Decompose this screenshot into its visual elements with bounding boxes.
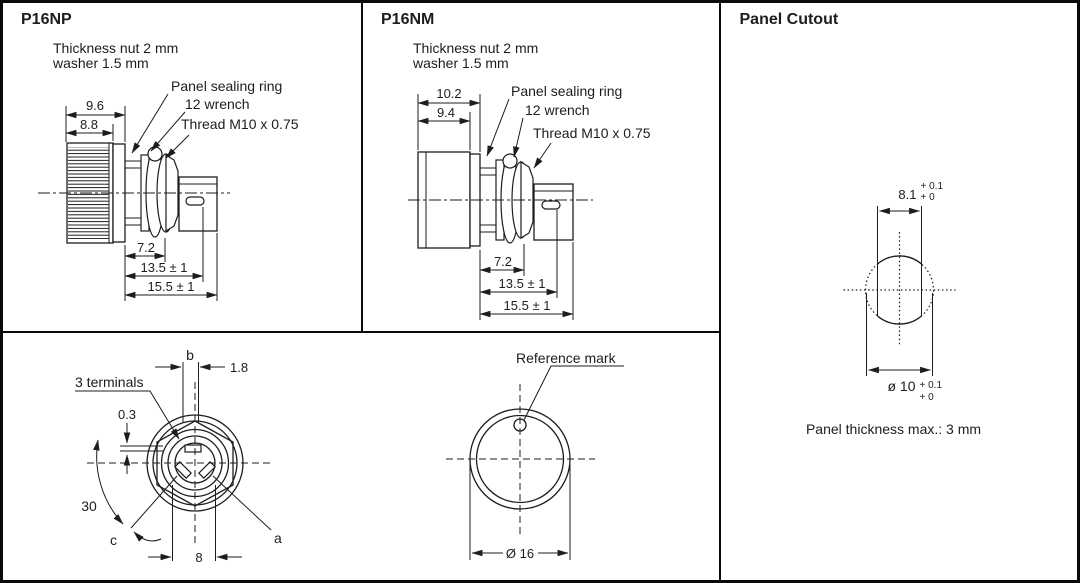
p16np-title: P16NP [21, 11, 72, 28]
angle-arc-30 [97, 440, 123, 524]
dim-dia-10-tol-lower: + 0 [919, 392, 934, 403]
callout-panel-sealing-ring: Panel sealing ring [171, 78, 283, 94]
dim-13-5: 13.5 ± 1 [498, 276, 546, 291]
terminal-c-arrow [134, 532, 161, 541]
terminal-top-tab [185, 445, 201, 452]
p16np-note-line1: Thickness nut 2 mm [53, 40, 179, 56]
rear-terminal-view-drawing [75, 347, 282, 565]
terminal-right-tab [199, 462, 215, 478]
terminals-label: 3 terminals [75, 374, 144, 390]
dim-10-2: 10.2 [436, 86, 462, 101]
dim-dia-10: ø 10 [887, 378, 916, 394]
terminal-c-leader [131, 476, 177, 528]
p16np-callouts [132, 78, 299, 158]
dim-8-8: 8.8 [79, 117, 99, 132]
dim-8-1-tol-lower: + 0 [920, 192, 935, 203]
grid-divider-vertical-1 [361, 3, 363, 333]
p16nm-side-view-drawing [408, 152, 593, 248]
terminal-slot [542, 201, 560, 209]
terminal-slot [186, 197, 204, 205]
pot-body [534, 184, 573, 240]
dim-8: 8 [195, 550, 203, 565]
dim-8-1-tol-upper: + 0.1 [920, 181, 944, 192]
p16nm-note-line1: Thickness nut 2 mm [413, 40, 539, 56]
grid-divider-horizontal [3, 331, 721, 333]
callout-12-wrench: 12 wrench [525, 102, 590, 118]
front-face-view-drawing [446, 350, 624, 561]
p16np-side-view-drawing [38, 143, 230, 243]
p16nm-panel [363, 3, 723, 333]
callout-panel-sealing-ring: Panel sealing ring [511, 83, 623, 99]
dim-dia-10-tol-upper: + 0.1 [919, 380, 943, 391]
terminal-a-label: a [274, 530, 282, 546]
terminal-c-label: c [110, 532, 117, 548]
dim-9-4: 9.4 [436, 105, 456, 120]
terminal-b-column [183, 362, 199, 422]
dim-13-5: 13.5 ± 1 [140, 260, 188, 275]
dim-15-5: 15.5 ± 1 [503, 298, 551, 313]
p16nm-note-line2: washer 1.5 mm [413, 55, 509, 71]
cutout-drawing [806, 181, 981, 437]
p16np-panel [3, 3, 363, 333]
dim-9-6: 9.6 [85, 98, 105, 113]
panel-thickness-note: Panel thickness max.: 3 mm [805, 421, 982, 437]
reference-mark-leader [524, 366, 624, 420]
dim-15-5: 15.5 ± 1 [147, 279, 195, 294]
panel-cutout-title: Panel Cutout [739, 11, 839, 28]
terminal-left-tab [175, 462, 191, 478]
terminal-b-label: b [186, 347, 194, 363]
dim-0-3: 0.3 [117, 407, 137, 422]
dim-dia-16: Ø 16 [505, 546, 535, 561]
sealing-ring-bead [148, 147, 162, 161]
panel-cutout-panel [720, 3, 1080, 580]
grid-divider-vertical-2 [719, 3, 721, 580]
dim-8-1: 8.1 [898, 187, 917, 202]
callout-thread: Thread M10 x 0.75 [181, 116, 299, 132]
dim-7-2: 7.2 [136, 240, 156, 255]
dim-1-8: 1.8 [230, 360, 249, 375]
bottom-views-panel [3, 333, 721, 583]
p16np-note-line2: washer 1.5 mm [53, 55, 149, 71]
dim-7-2: 7.2 [493, 254, 513, 269]
p16nm-title: P16NM [381, 11, 435, 28]
callout-12-wrench: 12 wrench [185, 96, 250, 112]
reference-mark-label: Reference mark [516, 350, 616, 366]
dim-30: 30 [81, 498, 97, 514]
callout-thread: Thread M10 x 0.75 [533, 125, 651, 141]
sealing-ring-bead [503, 154, 517, 168]
